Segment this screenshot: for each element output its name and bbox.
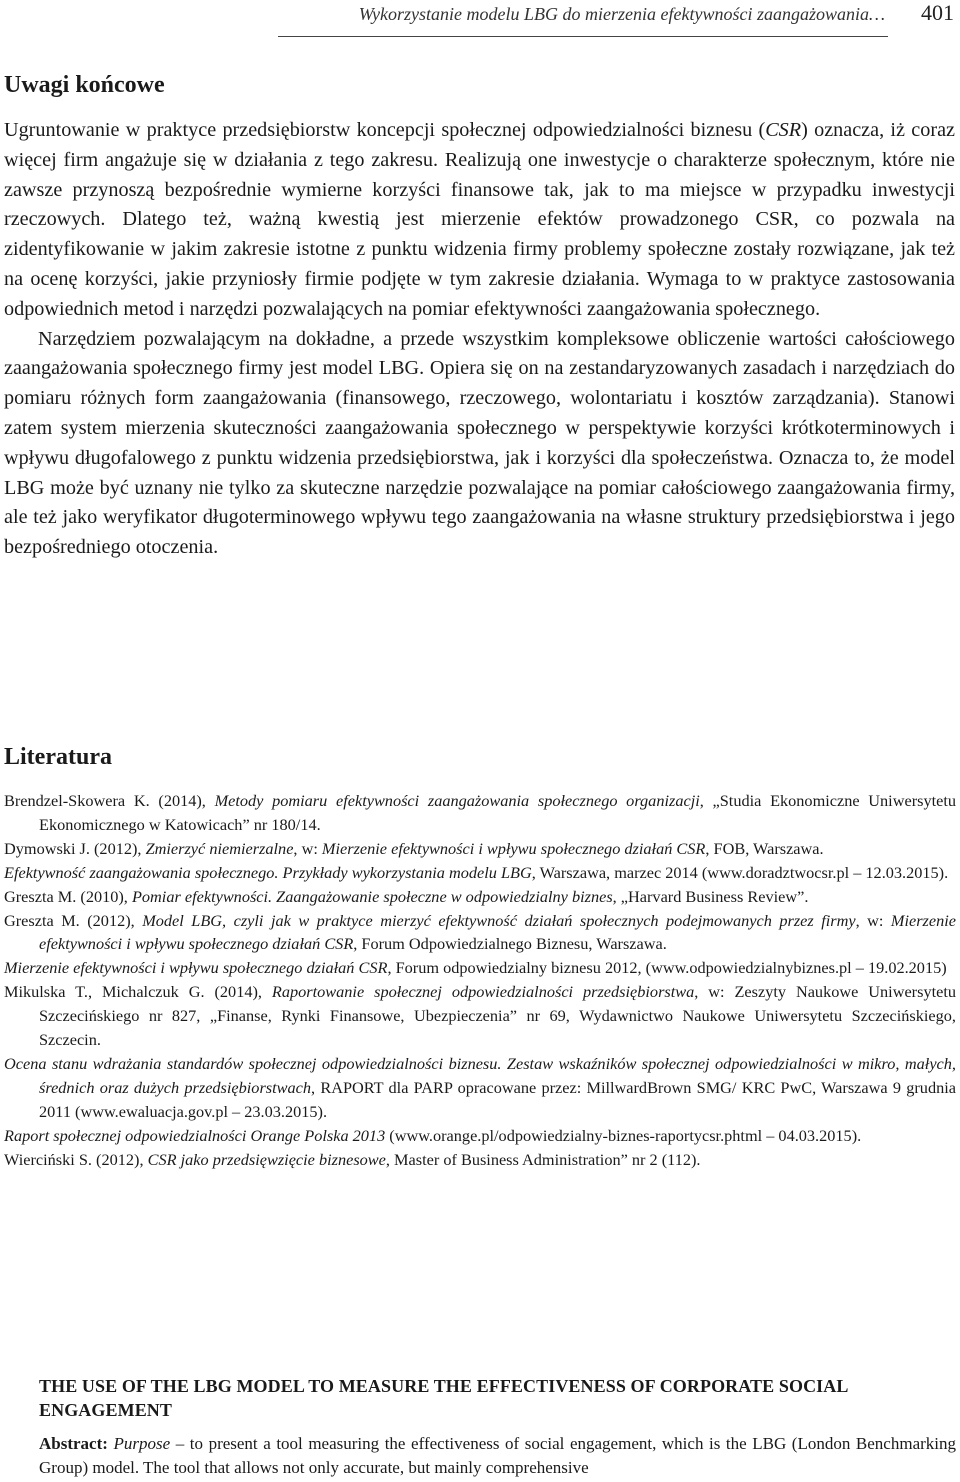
english-title: THE USE OF THE LBG MODEL TO MEASURE THE EFFECTIVENESS OF CORPORATE SOCIAL ENGAGEMENT: [39, 1376, 848, 1420]
page-header: [0, 0, 960, 40]
reference-item: Mikulska T., Michalczuk G. (2014), Raportowanie społecznej odpowiedzialności przedsiębiorstwa, w: Zeszyty Naukowe Uniwersytetu Szczecińskiego nr 827, „Finanse, Rynki Finansowe, Ubezpieczenia” nr 69, Wydawnictwo Naukowe Uniwersytetu Szczecińskiego, Szczecin.: [4, 982, 956, 1050]
page-number: 401: [921, 0, 954, 25]
reference-item: Dymowski J. (2012), Zmierzyć niemierzalne, w: Mierzenie efektywności i wpływu społecznego działań CSR, FOB, Warszawa.: [4, 838, 824, 858]
paragraph-1: Ugruntowanie w praktyce przedsiębiorstw koncepcji społecznej odpowiedzialności biznesu (CSR) oznacza, iż coraz więcej firm angażuje się w działania z tego zakresu. Realizują one inwestycje o charakterze społecznym, które nie zawsze przynoszą bezpośrednie wymierne korzyści finansowe tak, jak to ma miejsce w przypadku inwestycji rzeczowych. Dlatego też, ważną kwestią jest mierzenie efektów prowadzonego CSR, co pozwala na zidentyfikowanie w jakim zakresie istotne z punktu widzenia firmy problemy społeczne zostały rozwiązane, jak też na ocenę korzyści, jakie przyniosły firmie podjęte w tym zakresie działania. Wymaga to w praktyce zastosowania odpowiednich metod i narzędzi pozwalających na pomiar efektywności zaangażowania społecznego.: [4, 119, 955, 320]
reference-item: Mierzenie efektywności i wpływu społecznego działań CSR, Forum odpowiedzialny biznesu 2012, (www.odpowiedzialnybiznes.pl – 19.02.2015): [4, 958, 947, 978]
reference-item: Ocena stanu wdrażania standardów społecznej odpowiedzialności biznesu. Zestaw wskaźników społecznej odpowiedzialności w mikro, małych, średnich oraz dużych przedsiębiorstwach, RAPORT dla PARP opracowane przez: MillwardBrown SMG/ KRC PwC, Warszawa 9 grudnia 2011 (www.ewaluacja.gov.pl – 23.03.2015).: [4, 1053, 956, 1121]
section-heading-uwagi: Uwagi końcowe: [4, 72, 165, 98]
section-heading-literatura: Literatura: [4, 744, 112, 770]
reference-item: Greszta M. (2012), Model LBG, czyli jak w praktyce mierzyć efektywność działań społecznych podejmowanych przez firmy, w: Mierzenie efektywności i wpływu społecznego działań CSR, Forum Odpowiedzialnego Biznesu, Warszawa.: [4, 910, 957, 954]
reference-item: Raport społecznej odpowiedzialności Orange Polska 2013 (www.orange.pl/odpowiedzialny-biznes-raportycsr.phtml – 04.03.2015).: [4, 1125, 862, 1145]
reference-item: Greszta M. (2010), Pomiar efektywności. Zaangażowanie społeczne w odpowiedzialny biznes, „Harvard Business Review”.: [4, 886, 809, 906]
reference-item: Efektywność zaangażowania społecznego. Przykłady wykorzystania modelu LBG, Warszawa, marzec 2014 (www.doradztwocsr.pl – 12.03.2015).: [4, 862, 949, 882]
abstract: [39, 1432, 956, 1480]
abstract-text: – to present a tool measuring the effectiveness of social engagement, which is the LBG (London Benchmarking Group) model. The tool that allows not only accurate, but mainly comprehensive: [39, 1434, 956, 1477]
reference-item: Wierciński S. (2012), CSR jako przedsięwzięcie biznesowe, Master of Business Administration” nr 2 (112).: [4, 1149, 701, 1169]
abstract-purpose: Purpose: [113, 1434, 171, 1453]
header-rule: [278, 36, 888, 37]
reference-item: Brendzel-Skowera K. (2014), Metody pomiaru efektywności zaangażowania społecznego organizacji, „Studia Ekonomiczne Uniwersytetu Ekonomicznego w Katowicach” nr 180/14.: [4, 791, 957, 834]
section-body: [4, 116, 955, 563]
paragraph-2: Narzędziem pozwalającym na dokładne, a przede wszystkim kompleksowe obliczenie wartości całościowego zaangażowania społecznego firmy jest model LBG. Opiera się on na zestandaryzowanych zasadach i narzędziach do pomiaru różnych form zaangażowania (finansowego, rzeczowego, wolontariatu i kosztów zarządzania). Stanowi zatem system mierzenia skuteczności zaangażowania społecznego w perspektywie korzyści krótkoterminowych i wpływu długofalowego z punktu widzenia przedsiębiorstwa, jak i korzyści dla społeczeństwa. Oznacza to, że model LBG może być uznany nie tylko za skuteczne narzędzie pozwalające na pomiar całościowego zaangażowania firmy, ale też jako weryfikator długoterminowego wpływu tego zaangażowania na własne struktury przedsiębiorstwa i jego bezpośredniego otoczenia.: [4, 327, 955, 559]
reference-list: [4, 789, 956, 1172]
abstract-label: Abstract:: [39, 1434, 108, 1453]
running-title: Wykorzystanie modelu LBG do mierzenia efektywności zaangażowania…: [358, 4, 885, 24]
